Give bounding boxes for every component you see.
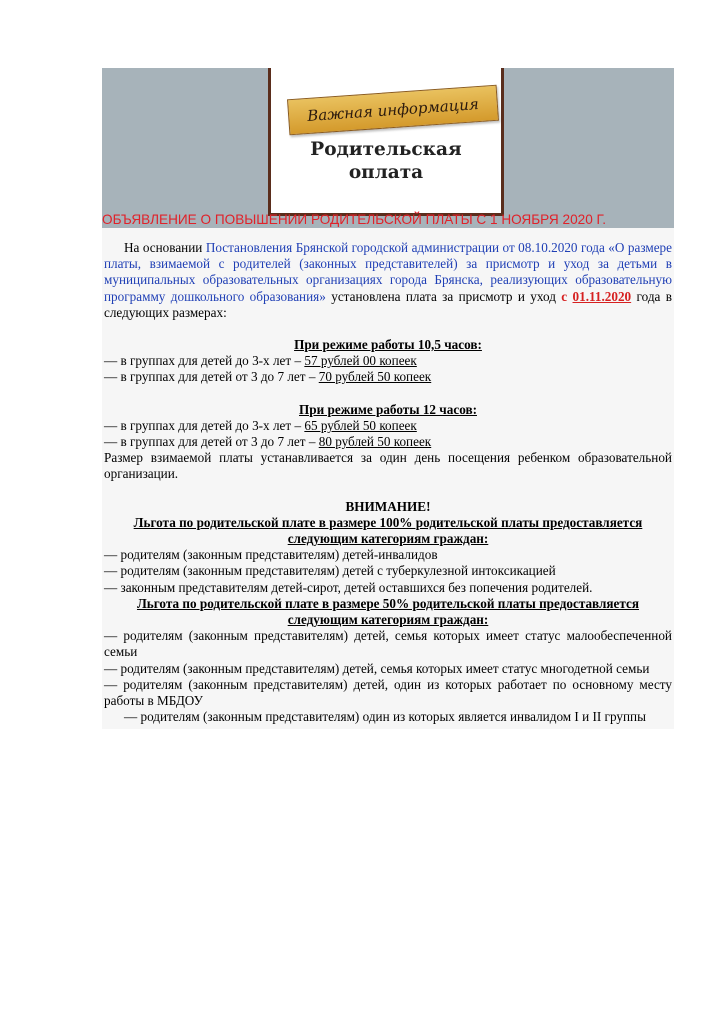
price-row bbox=[104, 434, 672, 450]
intro-paragraph bbox=[104, 240, 672, 321]
announcement-sheet bbox=[102, 68, 674, 729]
benefit-50-item: — родителям (законным представителям) детей, семья которых имеет статус многодетной семьи bbox=[104, 660, 650, 676]
benefit-50-item: — родителям (законным представителям) детей, семья которых имеет статус малообеспеченной семьи bbox=[104, 628, 672, 660]
price-label: — в группах для детей от 3 до 7 лет – bbox=[104, 434, 319, 450]
price-row bbox=[104, 369, 672, 385]
intro-lead: На основании bbox=[124, 240, 206, 255]
intro-mid: установлена плата за присмотр и уход bbox=[325, 288, 562, 304]
price-row bbox=[104, 418, 672, 434]
mode-12-heading: При режиме работы 12 часов: bbox=[299, 401, 477, 417]
attention-title: ВНИМАНИЕ! bbox=[345, 498, 431, 514]
important-info-ribbon bbox=[287, 85, 499, 136]
price-row bbox=[104, 353, 672, 369]
card-title-line-1: Родительская bbox=[310, 139, 462, 160]
card-title-line-2: оплата bbox=[348, 162, 424, 183]
price-value: 80 рублей 50 копеек bbox=[318, 434, 432, 450]
mode-10-5-heading: При режиме работы 10,5 часов: bbox=[294, 337, 482, 353]
card-title bbox=[271, 138, 501, 184]
benefit-100-item: — родителям (законным представителям) детей-инвалидов bbox=[104, 547, 438, 563]
price-value: 65 рублей 50 копеек bbox=[304, 417, 417, 433]
benefit-100-heading: Льгота по родительской плате в размере 100% родительской платы предоставляется следующим категориям граждан: bbox=[133, 514, 643, 547]
resolution-link[interactable]: Постановления Брянской городской администрации от 08.10.2020 года «О размере платы, взимаемой с родителей (законных представителей) за присмотр и уход за детьми в муниципальных образовательных организациях города Брянска, реализующих образовательную программу дошкольного образования» bbox=[104, 240, 673, 304]
announcement-body bbox=[102, 228, 674, 729]
price-label: — в группах для детей до 3-х лет – bbox=[104, 417, 305, 433]
benefit-50-heading: Льгота по родительской плате в размере 50% родительской платы предоставляется следующим категориям граждан: bbox=[136, 595, 640, 628]
price-label: — в группах для детей от 3 до 7 лет – bbox=[104, 369, 319, 385]
price-value: 57 рублей 00 копеек bbox=[304, 353, 417, 369]
spacer bbox=[104, 321, 672, 337]
spacer bbox=[104, 386, 672, 402]
intro-from: с bbox=[561, 288, 573, 304]
price-value: 70 рублей 50 копеек bbox=[318, 369, 432, 385]
benefit-100-item: — законным представителям детей-сирот, детей оставшихся без попечения родителей. bbox=[104, 579, 593, 595]
benefit-50-item: — родителям (законным представителям) детей, один из которых работает по основному месту работы в МБДОУ bbox=[104, 676, 672, 709]
benefit-50-item: — родителям (законным представителям) один из которых является инвалидом I и II группы bbox=[124, 709, 646, 725]
spacer bbox=[104, 483, 672, 499]
announcement-headline: ОБЪЯВЛЕНИЕ О ПОВЫШЕНИИ РОДИТЕЛЬСКОЙ ПЛАТЫ С 1 НОЯБРЯ 2020 Г. bbox=[102, 212, 607, 227]
intro-tail: года в следующих размерах: bbox=[104, 288, 672, 320]
info-card-image bbox=[268, 68, 504, 216]
header-banner bbox=[102, 68, 674, 228]
price-label: — в группах для детей до 3-х лет – bbox=[104, 353, 305, 369]
effective-date: 01.11.2020 bbox=[572, 288, 632, 304]
fee-note: Размер взимаемой платы устанавливается за один день посещения ребенком образовательной организации. bbox=[104, 450, 672, 482]
ribbon-text: Важная информация bbox=[306, 95, 480, 125]
benefit-100-item: — родителям (законным представителям) детей с туберкулезной интоксикацией bbox=[104, 563, 556, 579]
